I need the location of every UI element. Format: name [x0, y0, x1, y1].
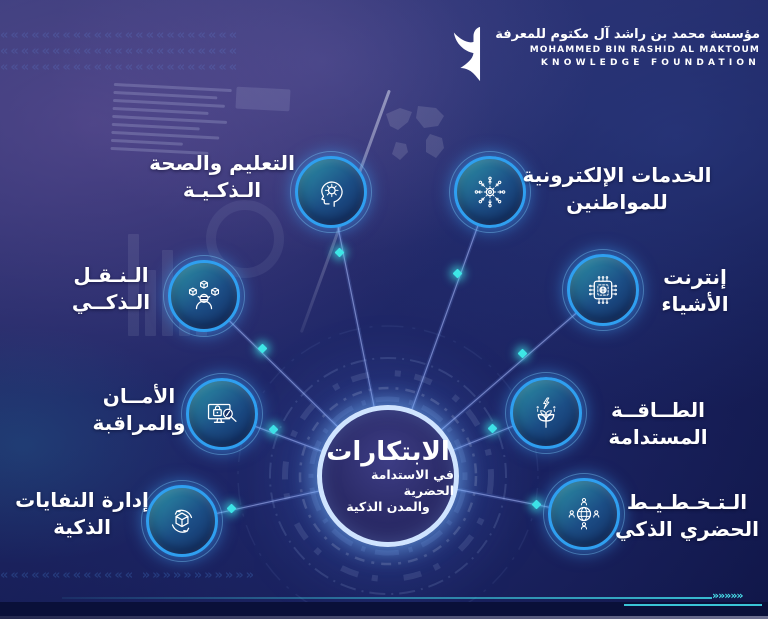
center-title: الابتكارات	[326, 437, 450, 467]
node-label-internet-of-things: إنترنت الأشياء	[661, 265, 729, 316]
foundation-name-english: KNOWLEDGE FOUNDATION	[540, 58, 760, 68]
node-label-smart-transport: الـنـقـل الـذكــي	[71, 263, 151, 314]
gear-network-icon	[471, 173, 509, 211]
center-subtitle-line1: في الاستدامة الحضرية	[371, 467, 454, 498]
foundation-name-arabic: مؤسسة محمد بن راشد آل مكتوم للمعرفة	[495, 27, 760, 42]
node-label-sustainable-energy: الطــاقــة المستدامة	[608, 398, 708, 449]
bottom-accent-line	[624, 604, 762, 606]
node-label-education-health: التعليم والصحة الـذكـيـة	[149, 151, 295, 202]
foundation-name-english: MOHAMMED BIN RASHID AL MAKTOUM	[529, 45, 760, 55]
center-subtitle-line2: والمدن الذكية	[346, 499, 430, 514]
chevrons-right-icon: »»»»»	[712, 589, 743, 602]
photo-texture-row: «««««««««««««««««««««««	[0, 60, 240, 75]
node-label-smart-urban-planning: الـتـخـطـيـط الحضري الذكي	[614, 490, 759, 541]
node-label-smart-waste: إدارة النفايات الذكية	[15, 488, 149, 539]
node-label-safety-surveillance: الأمــان والمراقبة	[92, 384, 186, 435]
photo-texture-row: «««««««««««««««««««««««	[0, 44, 240, 59]
center-hub	[317, 405, 459, 547]
foundation-logo	[445, 25, 760, 83]
node-label-e-services: الخدمات الإلكترونية للمواطنين	[522, 163, 712, 214]
bottom-accent-line	[62, 597, 712, 599]
node-e-services	[454, 156, 526, 228]
photo-texture-row: ««««««««««««« »»»»»»»»»»»	[0, 568, 257, 583]
photo-texture-row: «««««««««««««««««««««««	[0, 28, 240, 43]
foundation-logo-glyph	[445, 25, 487, 83]
